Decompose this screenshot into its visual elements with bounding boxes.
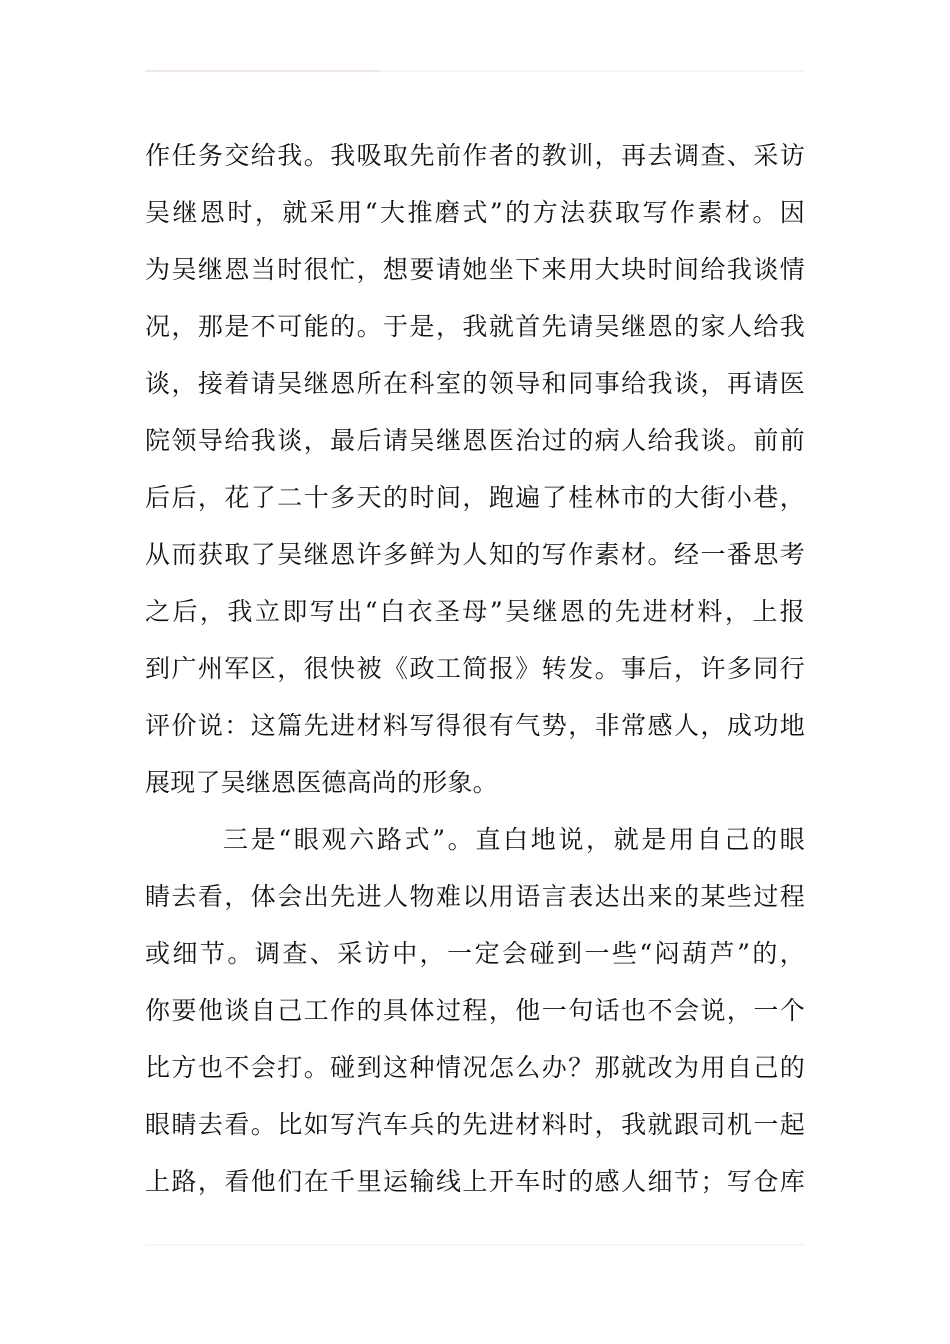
header-rule-accent [145,70,380,72]
text-line: 院领导给我谈，最后请吴继恩医治过的病人给我谈。前前 [145,426,805,455]
paragraph-start-line: 三是“眼观六路式”。直白地说，就是用自己的眼 [223,825,805,854]
text-line: 为吴继恩当时很忙，想要请她坐下来用大块时间给我谈情 [145,255,805,284]
text-line: 后后，花了二十多天的时间，跑遍了桂林市的大街小巷， [145,483,805,512]
text-line: 眼睛去看。比如写汽车兵的先进材料时，我就跟司机一起 [145,1110,805,1139]
text-line: 之后，我立即写出“白衣圣母”吴继恩的先进材料，上报 [145,597,805,626]
footer-rule [145,1244,805,1246]
text-line: 况，那是不可能的。于是，我就首先请吴继恩的家人给我 [145,312,805,341]
text-line: 从而获取了吴继恩许多鲜为人知的写作素材。经一番思考 [145,540,805,569]
text-line: 吴继恩时，就采用“大推磨式”的方法获取写作素材。因 [145,198,805,227]
text-line: 你要他谈自己工作的具体过程，他一句话也不会说，一个 [145,996,805,1025]
paragraph-end-line: 展现了吴继恩医德高尚的形象。 [145,768,498,797]
text-line: 到广州军区，很快被《政工简报》转发。事后，许多同行 [145,654,805,683]
text-line: 谈，接着请吴继恩所在科室的领导和同事给我谈，再请医 [145,369,805,398]
text-line: 评价说：这篇先进材料写得很有气势，非常感人，成功地 [145,711,805,740]
text-line: 睛去看，体会出先进人物难以用语言表达出来的某些过程 [145,882,805,911]
body-text [145,127,805,1210]
text-line: 作任务交给我。我吸取先前作者的教训，再去调查、采访 [145,141,805,170]
text-line: 比方也不会打。碰到这种情况怎么办？那就改为用自己的 [145,1053,805,1082]
text-line: 上路，看他们在千里运输线上开车时的感人细节；写仓库 [145,1167,805,1196]
text-line: 或细节。调查、采访中，一定会碰到一些“闷葫芦”的， [145,939,805,968]
